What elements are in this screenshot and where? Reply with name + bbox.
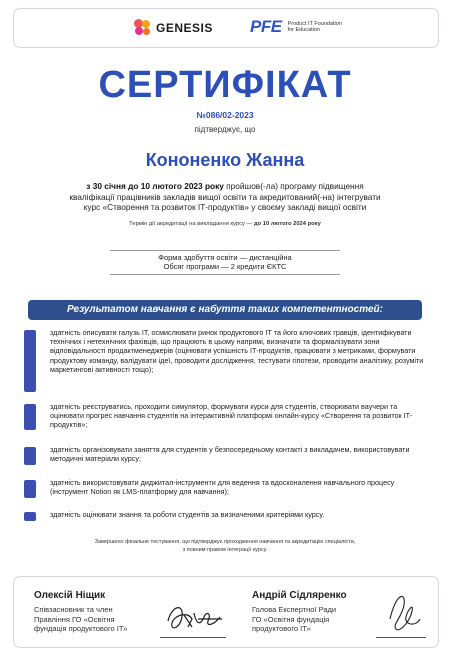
- body-line1-rest: пройшов(-ла) програму підвищення: [223, 181, 364, 191]
- accreditation-term: [0, 221, 450, 227]
- signer-2-role-line: ГО «Освітня фундація: [252, 614, 330, 624]
- final-note-line2: з повним правом інтеграції курсу.: [182, 546, 268, 553]
- competence-item: [24, 445, 424, 471]
- body-line3: курс «Створення та розвиток ІТ-продуктів» у своєму закладі вищої освіти: [83, 202, 367, 212]
- signature-2-image: [382, 589, 426, 637]
- pfe-logo-text: PFE: [250, 17, 282, 36]
- pfe-logo: [250, 17, 348, 37]
- competence-text: здатність використовувати диджитал-інструменти для ведення та вдосконалення навчального процесу (інструмент Notion як LMS-платформу для навчання);: [50, 478, 395, 497]
- pfe-logo-subtitle: Product IT Foundation for Education: [287, 20, 342, 33]
- certificate-number: №086/02-2023: [196, 110, 254, 120]
- signer-1-role-line: Правління ГО «Освітня: [34, 614, 115, 624]
- competence-bullet: [24, 330, 36, 392]
- certificate-body: [40, 181, 410, 213]
- signature-1-image: [162, 597, 232, 637]
- study-form: Форма здобуття освіти — дистанційна: [158, 253, 292, 262]
- program-dates: з 30 січня до 10 лютого 2023 року: [86, 181, 224, 191]
- certificate-title: СЕРТИФІКАТ: [98, 64, 352, 106]
- genesis-logo-text: GENESIS: [156, 21, 213, 35]
- final-note-line1: Завершено фінальне тестування, що підтверджує проходження навчання та акредитацію спеціаліста,: [94, 539, 356, 545]
- signature-1-line: [160, 637, 226, 638]
- signer-1-name: Олексій Ніщик: [34, 590, 106, 601]
- competence-item: [24, 328, 424, 398]
- body-line2: кваліфікації працівників закладів вищої освіти та акредитований(-на) інтегрувати: [69, 191, 381, 202]
- competence-bullet: [24, 447, 36, 465]
- signer-2-role-line: продуктового ІТ»: [252, 624, 311, 633]
- signatures-footer: [13, 576, 439, 648]
- term-prefix: Термін дії акредитації на викладання курсу —: [129, 221, 254, 227]
- competence-text: здатність оцінювати знання та роботи студентів за визначеними критеріями курсу.: [50, 510, 325, 519]
- term-date: до 10 лютого 2024 року: [253, 221, 321, 227]
- signer-2-role: [252, 605, 372, 634]
- program-volume: Обсяг програми — 2 кредити ЄКТС: [163, 262, 287, 271]
- competence-text: здатність організовувати заняття для студентів у безпосередньому контакті з викладачем, використовувати методичні матеріали курсу;: [50, 445, 410, 464]
- competence-text: здатність реєструватись, проходити симулятор, формувати курси для студентів, створювати ваучери та оцінювати прогрес навчання студентів на інтерактивній платформі онлайн-курсу «Створення та розвиток ІТ-продуктів»;: [50, 402, 413, 430]
- recipient-name: Кононенко Жанна: [145, 150, 305, 170]
- study-mode-box: [110, 250, 340, 275]
- competence-item: [24, 510, 424, 524]
- final-note: [0, 539, 450, 554]
- signer-1-role-line: фундація продуктового ІТ»: [34, 624, 128, 633]
- competence-item: [24, 402, 424, 438]
- competence-item: [24, 478, 424, 504]
- competence-text: здатність описувати галузь ІТ, осмислювати ринок продуктового ІТ та його ключових гравців, ідентифікувати технічних і нетехнічних фахівців, що працюють в цьому напрямі, визначати та формалізувати зони відповідальності продактменеджерів (оцінювати успішність ІТ-продуктів, працювати з метриками, формувати продуктову команду, валідувати ідеї, проводити дослідження, тестувати гіпотези, проводити аналітику, розуміти маркетингові активності тощо);: [50, 328, 424, 374]
- competences-banner: Результатом навчання є набуття таких компетентностей:: [28, 300, 422, 320]
- competence-bullet: [24, 404, 36, 430]
- signer-1-role: [34, 605, 154, 634]
- genesis-logo-icon: [134, 19, 152, 37]
- competence-bullet: [24, 512, 36, 521]
- confirms-text: підтверджує, що: [194, 125, 256, 134]
- signer-1-role-line: Співзасновник та член: [34, 605, 113, 614]
- signer-2-role-line: Голова Експертної Ради: [252, 605, 337, 614]
- genesis-logo: [134, 19, 213, 37]
- signature-2-line: [376, 637, 426, 638]
- signer-2-name: Андрій Сідляренко: [252, 590, 347, 601]
- logo-header: [13, 8, 439, 48]
- competence-bullet: [24, 480, 36, 498]
